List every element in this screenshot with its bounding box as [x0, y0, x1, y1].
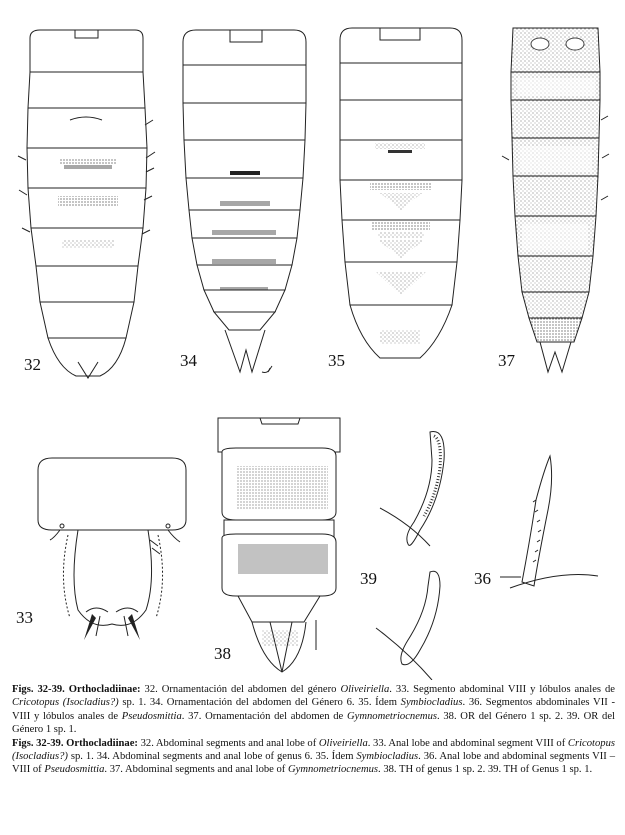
caption-en-text: . 36. Anal lobe and abdominal segments VII – VIII of — [12, 751, 616, 776]
caption-es-text: sp. 1. 34. Ornamentación del abdomen del Género 6. 35. Ídem — [118, 697, 401, 709]
figure-number-39: 39 — [360, 569, 377, 588]
caption-en-genus: Oliveiriella — [318, 737, 368, 749]
caption-es-genus: Cricotopus (Isocladius?) — [12, 697, 119, 709]
caption-es-text: . 38. OR del Género 1 sp. 2. 39. OR del Género 1 sp. 1. — [12, 710, 616, 736]
caption-es-text: 32. Ornamentación del abdomen del género — [140, 684, 341, 695]
caption-en-text: . 37. Abdominal segments and anal lobe of — [104, 764, 288, 776]
caption-en-genus: Gymnometriocnemus — [287, 764, 379, 776]
figure-number-35: 35 — [328, 351, 345, 370]
caption-es-heading: Figs. 32-39. Orthocladiinae: — [12, 684, 141, 695]
figure-number-38: 38 — [214, 644, 231, 663]
caption-es-text: . 37. Ornamentación del abdomen de — [181, 710, 347, 722]
caption-english — [12, 737, 615, 777]
figure-33-anal-lobe-cricotopus — [38, 458, 186, 640]
figure-number-36: 36 — [474, 569, 491, 588]
figure-number-37: 37 — [498, 351, 515, 370]
figure-34-abdomen-genus-6 — [183, 30, 306, 373]
figure-number-34: 34 — [180, 351, 197, 370]
figure-number-32: 32 — [24, 355, 41, 374]
figure-32-abdomen-oliveiriella — [18, 30, 155, 378]
caption-es-text: . 33. Segmento abdominal VIII y lóbulos anales de — [389, 684, 615, 695]
figure-38-thoracic-horn-genus-1-sp-2 — [218, 418, 340, 672]
figure-36-abdominal-segments-pseudosmittia — [500, 456, 598, 588]
caption-en-genus: Symbiocladius — [356, 751, 419, 763]
caption-en-text: . 33. Anal lobe and abdominal segment VIII of — [367, 737, 568, 749]
figure-caption — [12, 683, 615, 777]
caption-es-text: . 36. Segmentos abdominales VII - VIII y lóbulos anales de — [12, 697, 616, 722]
figure-35-abdomen-symbiocladius — [340, 28, 462, 358]
caption-en-text: . 38. TH of genus 1 sp. 2. 39. TH of Genus 1 sp. 1. — [378, 764, 593, 776]
figure-37-abdomen-gymnometriocnemus — [502, 28, 609, 372]
caption-es-genus: Symbiocladius — [400, 697, 463, 709]
caption-en-heading: Figs. 32-39. Orthocladiinae: — [12, 737, 138, 749]
caption-es-genus: Gymnometriocnemus — [346, 710, 437, 722]
caption-en-genus: Pseudosmittia — [44, 764, 105, 776]
caption-spanish — [12, 683, 615, 737]
caption-en-text: 32. Abdominal segments and anal lobe of — [137, 737, 319, 749]
caption-en-text: sp. 1. 34. Abdominal segments and anal lobe of genus 6. 35. Ídem — [67, 751, 357, 763]
figure-number-33: 33 — [16, 608, 33, 627]
caption-es-genus: Oliveiriella — [340, 684, 390, 695]
caption-es-genus: Pseudosmittia — [121, 710, 182, 722]
caption-en-genus: Cricotopus (Isocladius?) — [12, 737, 616, 763]
figure-39-thoracic-horn-genus-1-sp-1 — [376, 432, 444, 680]
